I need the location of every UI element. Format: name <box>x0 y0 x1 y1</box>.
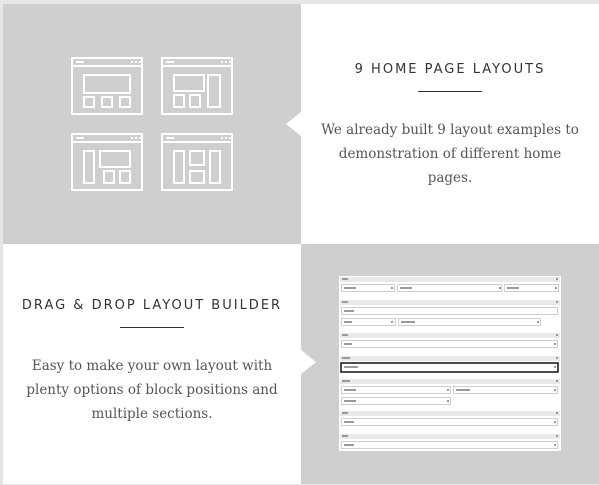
layouts-illustration-panel <box>3 4 301 244</box>
builder-heading: DRAG & DROP LAYOUT BUILDER <box>21 298 283 313</box>
layouts-heading: 9 HOME PAGE LAYOUTS <box>354 62 546 77</box>
layout-builder-screenshot <box>339 276 561 451</box>
layouts-description: We already built 9 layout examples to demonstration of different home pages. <box>321 122 579 186</box>
layout-wireframe-icon-1 <box>71 57 143 115</box>
layout-wireframe-icon-4 <box>161 133 233 191</box>
builder-description: Easy to make your own layout with plenty options of block positions and multiple sections. <box>26 358 278 422</box>
layout-wireframe-icon-3 <box>71 133 143 191</box>
builder-heading-underline <box>120 327 184 328</box>
layout-wireframe-icon-2 <box>161 57 233 115</box>
pointer-arrow-right <box>301 350 316 374</box>
pointer-arrow-left <box>286 112 301 136</box>
layouts-heading-underline <box>418 91 482 92</box>
